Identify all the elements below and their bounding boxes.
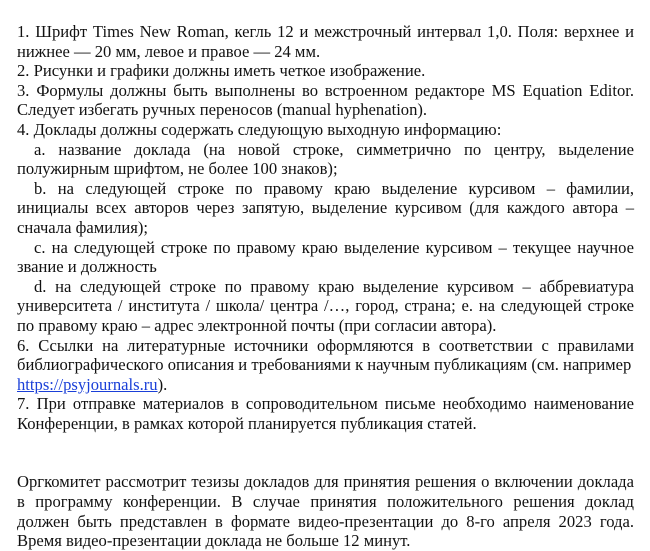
requirement-6-text: 6. Ссылки на литературные источники оформляются в соответствии с правилами библиографического описания и требованиями к научным публикациям (см. например	[17, 335, 634, 375]
committee-note: Оргкомитет рассмотрит тезизы докладов для принятия решения о включении доклада в программу конференции. В случае принятия положительного решения доклад должен быть представлен в формате видео-презентации до 8-го апреля 2023 года. Время видео-презентации доклада не больше 12 минут.	[17, 472, 634, 551]
requirement-6-tail: ).	[157, 374, 168, 394]
document-body	[17, 22, 634, 551]
requirement-3: 3. Формулы должны быть выполнены во встроенном редакторе MS Equation Editor. Следует избегать ручных переносов (manual hyphenation).	[17, 80, 634, 120]
requirement-1: 1. Шрифт Times New Roman, кегль 12 и межстрочный интервал 1,0. Поля: верхнее и нижнее — 20 мм, левое и правое — 24 мм.	[17, 22, 634, 61]
requirement-4-intro: 4. Доклады должны содержать следующую выходную информацию:	[17, 119, 502, 139]
requirement-4a: a. название доклада (на новой строке, симметрично по центру, выделение полужирным шрифтом, не более 100 знаков);	[17, 139, 634, 179]
requirement-7: 7. При отправке материалов в сопроводительном письме необходимо наименование Конференции, в рамках которой планируется публикация статей.	[17, 394, 634, 433]
requirement-4c: c. на следующей строке по правому краю выделение курсивом – текущее научное звание и должность	[17, 237, 634, 277]
requirement-2: 2. Рисунки и графики должны иметь четкое изображение.	[17, 61, 426, 81]
requirement-4d: d. на следующей строке по правому краю выделение курсивом – аббревиатура университета / института / школа/ центра /…, город, страна; e. на следующей строке по правому краю – адрес электронной почты (при согласии автора).	[17, 276, 634, 335]
psyjournals-link[interactable]: https://psyjournals.ru	[17, 374, 158, 394]
requirement-6	[17, 336, 634, 395]
paragraph-gap	[17, 433, 634, 472]
requirement-4b: b. на следующей строке по правому краю выделение курсивом – фамилии, инициалы всех авторов через запятую, выделение курсивом (для каждого автора – сначала фамилия);	[17, 178, 634, 237]
